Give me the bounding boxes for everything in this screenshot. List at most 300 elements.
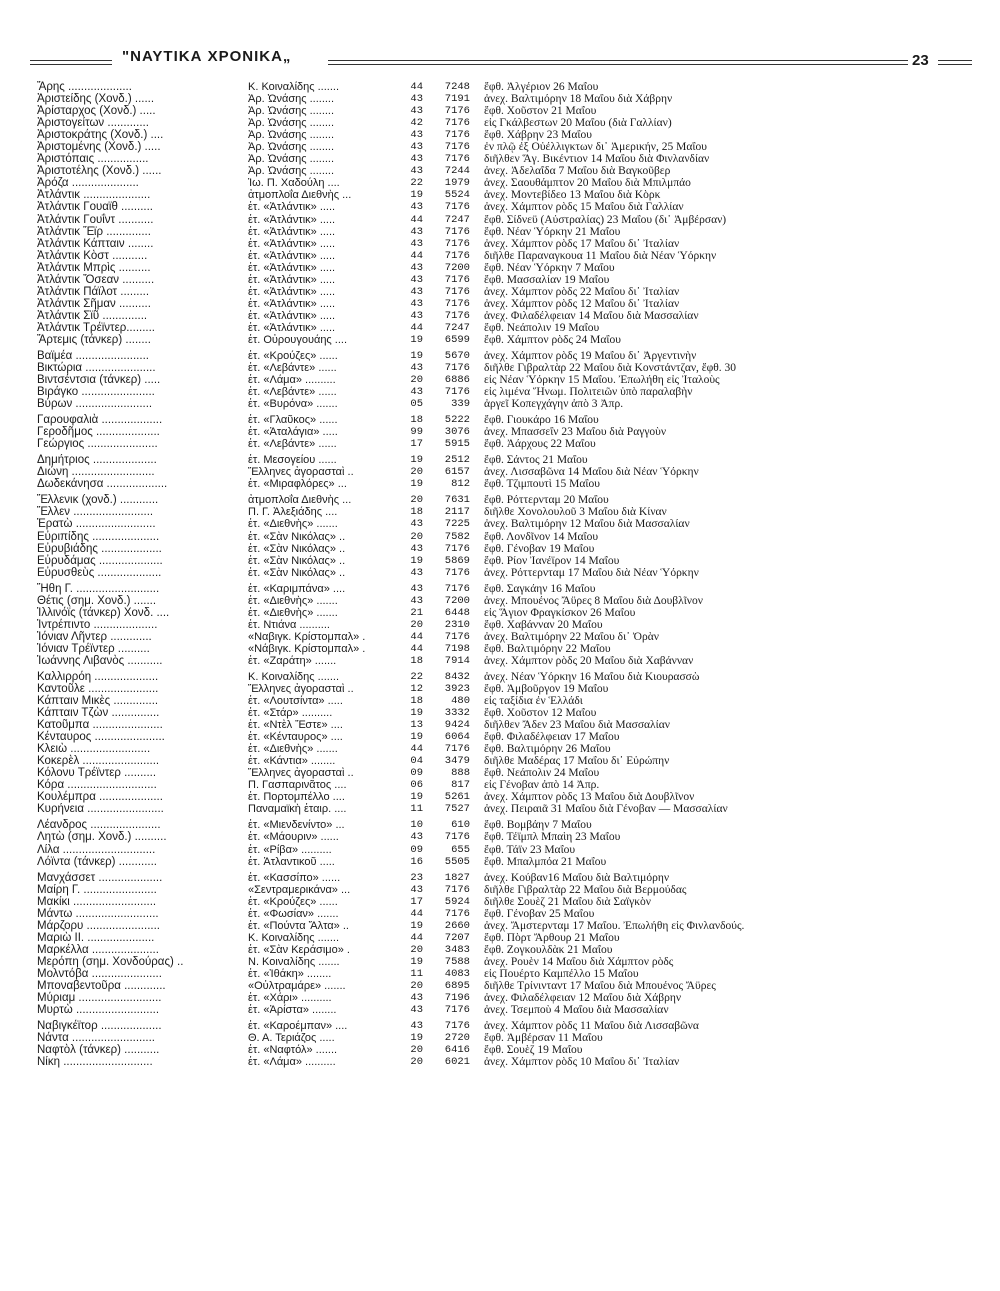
ship-agent: ἑτ. «Λάμα» ..........: [248, 1056, 336, 1069]
ship-name: Ἀτλάντικ Κάπταιν ........: [37, 237, 154, 250]
ship-agent: ἑτ. «Ἀτλάντικ» .....: [248, 273, 336, 286]
ship-movement: ἔφθ. Πὸρτ Ἄρθουρ 21 Μαΐου: [484, 931, 620, 944]
ship-row: [0, 117, 1000, 129]
header-rule-tail: [938, 60, 972, 65]
ship-name: Ἀτλάντικ Γουΐντ ...........: [37, 213, 154, 226]
ship-name: Κυρήνεια ........................: [37, 803, 164, 816]
ship-code: 20: [410, 494, 423, 507]
ship-agent: Ἀρ. Ὠνάσης ........: [248, 105, 335, 118]
ship-row: [0, 631, 1000, 643]
ship-tonnage: 5670: [444, 349, 470, 362]
ship-code: 04: [410, 755, 423, 768]
ship-agent: Ἀρ. Ὠνάσης ........: [248, 117, 335, 130]
ship-name: Ἀριστοκράτης (Χονδ.) ....: [37, 129, 164, 142]
ship-name: Ναβιγκέϊτορ ...................: [37, 1020, 162, 1033]
ship-code: 20: [410, 618, 423, 631]
ship-movement: ἔφθ. Νέαν Ὑόρκην 21 Μαΐου: [484, 225, 621, 238]
ship-row: [0, 944, 1000, 956]
ship-agent: Παναμαϊκὴ ἑταιρ. ....: [248, 803, 347, 816]
ship-agent: Ἕλληνες ἀγορασταὶ ..: [248, 466, 354, 479]
ship-agent: ἑτ. Οὐρουγουάης ....: [248, 333, 348, 346]
ship-agent: ἑτ. «Διεθνὴς» .......: [248, 594, 338, 607]
ship-name: Ἐρατὼ .........................: [37, 518, 156, 531]
ship-row: [0, 595, 1000, 607]
ship-code: 17: [410, 438, 423, 451]
ship-agent: ἑτ. Μεσογείου ......: [248, 454, 337, 467]
ship-row: [0, 932, 1000, 944]
ship-code: 43: [410, 165, 423, 178]
ship-row: [0, 920, 1000, 932]
ship-code: 43: [410, 297, 423, 310]
ship-tonnage: 7176: [444, 129, 470, 142]
ship-movement: ἔφθ. Ἀμβέρσαν 11 Μαΐου: [484, 1032, 603, 1045]
ship-movement: ἔφθ. Νεάπολιν 19 Μαΐου: [484, 321, 600, 334]
ship-agent: ἑτ. «Λάμα» ..........: [248, 374, 336, 387]
ship-name: Μύριαμ ..........................: [37, 992, 162, 1005]
ship-code: 43: [410, 594, 423, 607]
ship-row: [0, 478, 1000, 494]
ship-tonnage: 7176: [444, 831, 470, 844]
ship-tonnage: 7244: [444, 165, 470, 178]
ship-row: [0, 779, 1000, 791]
ship-name: Λόϊντα (τάνκερ) ............: [37, 855, 157, 868]
ship-name: Ἄρης ....................: [37, 81, 132, 93]
ship-movement: ἔφθ. Χοῦστον 12 Μαΐου: [484, 707, 597, 720]
ship-code: 43: [410, 261, 423, 274]
ship-tonnage: 2660: [444, 919, 470, 932]
ship-agent: ἑτ. «Διεθνὴς» .......: [248, 743, 338, 756]
ship-tonnage: 7176: [444, 117, 470, 130]
ship-agent: Κ. Κοιναλίδης .......: [248, 670, 340, 683]
ship-code: 43: [410, 566, 423, 579]
ship-tonnage: 7198: [444, 642, 470, 655]
ship-agent: Ἀρ. Ὠνάσης ........: [248, 165, 335, 178]
ship-code: 43: [410, 105, 423, 118]
ship-row: [0, 362, 1000, 374]
ship-agent: ἑτ. «Ντὲλ Ἔστε» ....: [248, 719, 343, 732]
ship-code: 44: [410, 249, 423, 262]
ship-agent: ἑτ. «Γλαῦκος» ......: [248, 414, 338, 427]
ship-agent: ἑτ. «Βυρόνα» .......: [248, 398, 338, 411]
ship-tonnage: 5524: [444, 189, 470, 202]
ship-agent: ἑτ. «Ἀταλάγια» .....: [248, 426, 338, 439]
ship-tonnage: 7176: [444, 630, 470, 643]
ship-tonnage: 1827: [444, 871, 470, 884]
ship-movement: ἔφθ. Γένοβαν 25 Μαΐου: [484, 907, 595, 920]
ship-row: [0, 274, 1000, 286]
ship-name: Γαρουφαλιὰ ...................: [37, 414, 163, 427]
ship-movement: ἀνεχ. Χάμπτον ρὸδς 13 Μαΐου διὰ Δουβλῖνον: [484, 791, 695, 804]
ship-row: [0, 310, 1000, 322]
ship-movement: ἀργεῖ Κοπεγχάγην ἀπὸ 3 Ἀπρ.: [484, 398, 624, 411]
ship-tonnage: 7176: [444, 309, 470, 322]
ship-agent: ἑτ. «Σὰν Νικόλας» ..: [248, 566, 346, 579]
ship-agent: ἑτ. «Λεβάντε» ......: [248, 386, 337, 399]
ship-row: [0, 856, 1000, 872]
ship-name: Ἀτλάντικ Ἕϊρ ..............: [37, 225, 151, 238]
ship-movement: διῆλθε Γιβραλτὰρ 22 Μαΐου διὰ Βερμούδας: [484, 883, 687, 896]
ship-row: [0, 695, 1000, 707]
ship-name: Ἀριστοτέλης (Χονδ.) ......: [37, 165, 162, 178]
ship-movement: ἔφθ. Χοῦστον 21 Μαΐου: [484, 105, 597, 118]
ship-tonnage: 7527: [444, 803, 470, 816]
ship-tonnage: 7176: [444, 362, 470, 375]
ship-movement: ἀνεχ. Λισσαβῶνα 14 Μαΐου διὰ Νέαν Ὑόρκην: [484, 466, 699, 479]
ship-tonnage: 7914: [444, 654, 470, 667]
ship-row: [0, 908, 1000, 920]
ship-code: 43: [410, 582, 423, 595]
ship-agent: ἑτ. «Ἀτλάντικ» .....: [248, 213, 336, 226]
ship-row: [0, 543, 1000, 555]
ship-agent: ἑτ. «Ἀρίστα» ........: [248, 1004, 337, 1017]
ship-row: [0, 226, 1000, 238]
ship-agent: ἑτ. «Ἀτλάντικ» .....: [248, 225, 336, 238]
ship-code: 43: [410, 1004, 423, 1017]
ship-tonnage: 3332: [444, 707, 470, 720]
ship-movement: ἀνεχ. Φιλαδέλφειαν 14 Μαΐου διὰ Μασσαλίαν: [484, 309, 699, 322]
ship-tonnage: 7196: [444, 992, 470, 1005]
ship-tonnage: 6886: [444, 374, 470, 387]
ship-agent: ἑτ. «Ρίβα» ..........: [248, 843, 332, 856]
ship-movement: ἀνεχ. Τσεμποὺ 4 Μαΐου διὰ Μασσαλίαν: [484, 1004, 669, 1017]
ship-name: Βαϊμέα .......................: [37, 349, 149, 362]
ship-name: Ἀτλάντικ Σϊῦ ..............: [37, 309, 148, 322]
ship-agent: «Οὐλτραμάρε» .......: [248, 980, 346, 992]
ship-movements-list: [0, 81, 1000, 1068]
ship-movement: ἀνεχ. Χάμπτον ρὸδς 22 Μαΐου δι᾽ Ἰταλίαν: [484, 285, 680, 298]
ship-agent: ἑτ. «Διεθνὴς» .......: [248, 606, 338, 619]
ship-agent: Ἀρ. Ὠνάσης ........: [248, 129, 335, 142]
ship-name: Κάπταιν Τζὼν ...............: [37, 707, 160, 720]
ship-code: 19: [410, 554, 423, 567]
ship-tonnage: 7176: [444, 743, 470, 756]
ship-tonnage: 7176: [444, 566, 470, 579]
ship-code: 43: [410, 237, 423, 250]
ship-movement: ἀνεχ. Μοντεβίδεο 13 Μαΐου διὰ Κὸρκ: [484, 189, 661, 202]
ship-row: [0, 286, 1000, 298]
ship-movement: ἔφθ. Σάντος 21 Μαΐου: [484, 454, 588, 467]
ship-row: [0, 414, 1000, 426]
ship-movement: διῆλθεν Ἄδεν 23 Μαΐου διὰ Μασσαλίαν: [484, 719, 670, 732]
ship-code: 11: [410, 803, 423, 816]
ship-name: Ἀτλάντικ Πάϊλοτ .........: [37, 285, 150, 298]
ship-code: 44: [410, 321, 423, 334]
ship-code: 19: [410, 349, 423, 362]
ship-tonnage: 7247: [444, 321, 470, 334]
ship-agent: ἑτ. «Διεθνὴς» .......: [248, 518, 338, 531]
header-rule-left: [30, 60, 112, 65]
ship-tonnage: 2720: [444, 1032, 470, 1045]
ship-row: [0, 707, 1000, 719]
ship-agent: «Ναβιγκ. Κρίστομπαλ» .: [248, 630, 366, 643]
ship-agent: ἑτ. «Μιραφλόρες» ...: [248, 478, 347, 491]
ship-name: Μποναβεντοῦρα .............: [37, 980, 166, 992]
ship-movement: ἀνεχ. Χάμπτον ρὸδς 11 Μαΐου διὰ Λισσαβῶνα: [484, 1020, 699, 1033]
ship-movement: ἀνεχ. Μπασσεΐν 23 Μαΐου διὰ Ραγγοὺν: [484, 426, 667, 439]
ship-movement: ἀνεχ. Χάμπτον ρὸδς 19 Μαΐου δι᾽ Ἀργεντινὴν: [484, 349, 697, 362]
ship-row: [0, 141, 1000, 153]
ship-movement: ἔφθ. Ρίον Ἰανέϊρον 14 Μαΐου: [484, 554, 620, 567]
ship-code: 43: [410, 129, 423, 142]
ship-code: 19: [410, 454, 423, 467]
ship-name: Νίκη ............................: [37, 1056, 153, 1069]
page-header: [30, 48, 972, 72]
ship-movement: εἰς Ἅγιον Φραγκίσκον 26 Μαΐου: [484, 606, 636, 619]
ship-row: [0, 153, 1000, 165]
ship-agent: ἑτ. «Κρούζες» ......: [248, 895, 338, 908]
ship-name: Λητὼ (σημ. Χονδ.) ..........: [37, 831, 167, 844]
ship-row: [0, 872, 1000, 884]
ship-code: 16: [410, 855, 423, 868]
ship-code: 17: [410, 895, 423, 908]
ship-name: Εὐρυδάμας ....................: [37, 554, 163, 567]
ship-agent: Θ. Α. Τεριάζος .....: [248, 1032, 335, 1045]
ship-movement: ἀνεχ. Ρουὲν 14 Μαΐου διὰ Χάμπτον ρὸδς: [484, 955, 674, 968]
ship-name: Εὐρυβιάδης ...................: [37, 542, 162, 555]
ship-tonnage: 7176: [444, 273, 470, 286]
ship-row: [0, 494, 1000, 506]
ship-code: 43: [410, 831, 423, 844]
ship-movement: ἔφθ. Ἀάρχους 22 Μαΐου: [484, 438, 596, 451]
ship-code: 44: [410, 931, 423, 944]
ship-movement: ἔφθ. Ἀμβοῦργον 19 Μαΐου: [484, 682, 609, 695]
ship-row: [0, 555, 1000, 567]
ship-agent: «Νάβιγκ. Κρίστομπαλ» .: [248, 642, 366, 655]
ship-code: 43: [410, 93, 423, 106]
ship-tonnage: 2512: [444, 454, 470, 467]
ship-code: 19: [410, 791, 423, 804]
ship-name: Κλειὼ .........................: [37, 743, 151, 756]
ship-row: [0, 298, 1000, 310]
ship-agent: «Σεντραμερικάνα» ...: [248, 883, 351, 896]
ship-tonnage: 7176: [444, 883, 470, 896]
ship-movement: ἀνεχ. Πειραιᾶ 31 Μαΐου διὰ Γένοβαν — Μασσαλίαν: [484, 803, 728, 816]
ship-row: [0, 655, 1000, 671]
ship-movement: ἀνεχ. Χάμπτον ρὸδς 15 Μαΐου διὰ Γαλλίαν: [484, 201, 684, 214]
ship-row: [0, 238, 1000, 250]
ship-row: [0, 831, 1000, 843]
ship-code: 19: [410, 955, 423, 968]
ship-name: Ἰντρέπιντο ....................: [37, 618, 158, 631]
ship-tonnage: 480: [451, 695, 470, 708]
ship-code: 23: [410, 871, 423, 884]
ship-agent: ἑτ. «Ζαράτη» .......: [248, 654, 337, 667]
ship-agent: ἑτ. «Σὰν Νικόλας» ..: [248, 554, 346, 567]
ship-code: 43: [410, 273, 423, 286]
ship-agent: Κ. Κοιναλίδης .......: [248, 931, 340, 944]
ship-code: 43: [410, 992, 423, 1005]
ship-row: [0, 386, 1000, 398]
ship-tonnage: 7191: [444, 93, 470, 106]
ship-agent: ἑτ. «Λουτσίντα» .....: [248, 695, 343, 708]
ship-tonnage: 7631: [444, 494, 470, 507]
ship-row: [0, 374, 1000, 386]
ship-movement: ἀνεχ. Κούβαν16 Μαΐου διὰ Βαλτιμόρην: [484, 871, 670, 884]
ship-tonnage: 8432: [444, 670, 470, 683]
ship-agent: ἑτ. «Ἀτλάντικ» .....: [248, 309, 336, 322]
ship-code: 18: [410, 506, 423, 519]
publication-title: "ΝΑΥΤΙΚΑ ΧΡΟΝΙΚΑ„: [122, 48, 292, 65]
ship-movement: εἰς Πουέρτο Καμπέλλο 15 Μαΐου: [484, 967, 639, 980]
ship-name: Λέανδρος ......................: [37, 819, 161, 832]
ship-tonnage: 339: [451, 398, 470, 411]
ship-tonnage: 3479: [444, 755, 470, 768]
ship-tonnage: 7176: [444, 907, 470, 920]
ship-tonnage: 2310: [444, 618, 470, 631]
ship-name: Ἀτλάντικ Τρέϊντερ.........: [37, 321, 155, 334]
ship-movement: διῆλθε Χονολουλοῦ 3 Μαΐου διὰ Κίναν: [484, 506, 667, 519]
ship-name: Κόλονυ Τρέϊντερ ..........: [37, 767, 157, 780]
ship-agent: ἑτ. «Καριμπάνα» ....: [248, 582, 346, 595]
ship-name: Μάρζορυ .......................: [37, 919, 160, 932]
ship-agent: Π. Γ. Ἀλεξιάδης ....: [248, 506, 338, 519]
ship-tonnage: 6021: [444, 1056, 470, 1069]
ship-tonnage: 4083: [444, 967, 470, 980]
ship-name: Ἰόνιαν Τρέϊντερ ..........: [37, 642, 150, 655]
ship-name: Μάντω ..........................: [37, 907, 159, 920]
ship-tonnage: 7176: [444, 105, 470, 118]
ship-name: Ἀριστομένης (Χονδ.) .....: [37, 141, 161, 154]
ship-code: 20: [410, 1056, 423, 1069]
ship-code: 44: [410, 630, 423, 643]
ship-code: 10: [410, 819, 423, 832]
ship-name: Κουλέμπρα ....................: [37, 791, 163, 804]
ship-code: 20: [410, 1044, 423, 1057]
ship-tonnage: 7200: [444, 261, 470, 274]
ship-row: [0, 201, 1000, 213]
ship-movement: ἀνεχ. Βαλτιμόρην 12 Μαΐου διὰ Μασσαλίαν: [484, 518, 690, 531]
ship-movement: ἔφθ. Τάϊν 23 Μαΐου: [484, 843, 576, 856]
ship-code: 20: [410, 980, 423, 992]
ship-agent: Ἕλληνες ἀγορασταὶ ..: [248, 682, 354, 695]
header-rule-right: [328, 60, 908, 65]
ship-tonnage: 7176: [444, 153, 470, 166]
ship-tonnage: 7176: [444, 1004, 470, 1017]
ship-tonnage: 7176: [444, 297, 470, 310]
ship-code: 19: [410, 919, 423, 932]
ship-tonnage: 888: [451, 767, 470, 780]
ship-tonnage: 5222: [444, 414, 470, 427]
ship-name: Ναφτὸλ (τάνκερ) ...........: [37, 1044, 160, 1057]
ship-tonnage: 3483: [444, 943, 470, 956]
ship-code: 19: [410, 731, 423, 744]
ship-row: [0, 189, 1000, 201]
ship-code: 44: [410, 81, 423, 93]
ship-movement: διῆλθε Γιβραλτὰρ 22 Μαΐου διὰ Κονστάντζαν, ἔφθ. 30: [484, 362, 737, 375]
ship-name: Λίλα .............................: [37, 843, 156, 856]
ship-tonnage: 7247: [444, 213, 470, 226]
ship-row: [0, 844, 1000, 856]
ship-movement: ἔφθ. Μπαλμπόα 21 Μαΐου: [484, 855, 607, 868]
ship-tonnage: 3923: [444, 682, 470, 695]
ship-movement: ἀνεχ. Νέαν Ὑόρκην 16 Μαΐου διὰ Κιουρασσὼ: [484, 670, 700, 683]
ship-agent: Ἀρ. Ὠνάσης ........: [248, 93, 335, 106]
ship-agent: ἑτ. «Λεβάντε» ......: [248, 362, 337, 375]
ship-code: 43: [410, 883, 423, 896]
ship-name: Ἰλλινόϊς (τάνκερ) Χονδ. ....: [37, 606, 170, 619]
ship-movement: ἔφθ. Σαγκάην 16 Μαΐου: [484, 582, 596, 595]
ship-name: Κάπταιν Μικὲς ..............: [37, 695, 159, 708]
ship-code: 99: [410, 426, 423, 439]
ship-row: [0, 1044, 1000, 1056]
ship-code: 43: [410, 1020, 423, 1033]
ship-name: Ἕλλεν .........................: [37, 506, 154, 519]
ship-code: 43: [410, 225, 423, 238]
ship-movement: εἰς Γκάλβεστων 20 Μαΐου (διὰ Γαλλίαν): [484, 117, 672, 130]
ship-agent: ἑτ. «Χάρι» ..........: [248, 992, 332, 1005]
ship-name: Ἥθη Γ. ..........................: [37, 582, 160, 595]
ship-movement: ἀνεχ. Ἀδελαΐδα 7 Μαΐου διὰ Βαγκοῦβερ: [484, 165, 671, 178]
ship-agent: ἑτ. «Ἀτλάντικ» .....: [248, 201, 336, 214]
ship-row: [0, 1004, 1000, 1020]
ship-agent: Ἀρ. Ὠνάσης ........: [248, 141, 335, 154]
ship-row: [0, 619, 1000, 631]
ship-code: 44: [410, 907, 423, 920]
ship-code: 43: [410, 285, 423, 298]
ship-tonnage: 5915: [444, 438, 470, 451]
ship-name: Καντοῦλε ......................: [37, 682, 159, 695]
ship-movement: ἔφθ. Νεάπολιν 24 Μαΐου: [484, 767, 600, 780]
ship-tonnage: 6416: [444, 1044, 470, 1057]
ship-agent: ἑτ. «Σὰν Κεράσιμο» .: [248, 943, 350, 956]
ship-tonnage: 7588: [444, 955, 470, 968]
ship-code: 06: [410, 779, 423, 792]
ship-movement: εἰς Γένοβαν ἀπὸ 14 Ἀπρ.: [484, 779, 600, 792]
ship-movement: ἔφθ. Μασσαλίαν 19 Μαΐου: [484, 273, 610, 286]
ship-name: Γεώργιος ......................: [37, 438, 158, 451]
ship-movement: ἔφθ. Λονδῖνον 14 Μαΐου: [484, 530, 599, 543]
ship-agent: ἀτμοπλοΐα Διεθνὴς ...: [248, 189, 352, 202]
ship-row: [0, 426, 1000, 438]
ship-tonnage: 6599: [444, 333, 470, 346]
ship-agent: ἑτ. «Λεβάντε» ......: [248, 438, 337, 451]
ship-movement: ἔφθ. Βαλτιμόρην 22 Μαΐου: [484, 642, 611, 655]
ship-movement: ἔφθ. Φιλαδέλφειαν 17 Μαΐου: [484, 731, 620, 744]
ship-movement: ἔφθ. Τέϊμπλ Μπαὶη 23 Μαΐου: [484, 831, 621, 844]
ship-agent: ἑτ. «Ἀτλάντικ» .....: [248, 285, 336, 298]
ship-code: 44: [410, 743, 423, 756]
ship-agent: Ἀρ. Ὠνάσης ........: [248, 153, 335, 166]
ship-tonnage: 7176: [444, 249, 470, 262]
ship-agent: Ἕλληνες ἀγορασταὶ ..: [248, 767, 354, 780]
ship-tonnage: 7176: [444, 1020, 470, 1033]
ship-movement: ἔφθ. Γένοβαν 19 Μαΐου: [484, 542, 595, 555]
ship-row: [0, 980, 1000, 992]
ship-code: 43: [410, 386, 423, 399]
ship-agent: ἑτ. Ντιάνα ..........: [248, 618, 330, 631]
ship-tonnage: 7176: [444, 225, 470, 238]
ship-row: [0, 129, 1000, 141]
ship-code: 13: [410, 719, 423, 732]
ship-code: 05: [410, 398, 423, 411]
ship-name: Διώνη ..........................: [37, 466, 155, 479]
ship-agent: ἑτ. Ἀτλαντικοῦ .....: [248, 855, 335, 868]
ship-name: Ἀτλάντικ Κὸστ ...........: [37, 249, 148, 262]
ship-movement: εἰς λιμένα Ἥνωμ. Πολιτειῶν ὑπὸ παραλαβὴν: [484, 386, 693, 399]
ship-name: Εὐρυσθεὺς ....................: [37, 566, 162, 579]
ship-tonnage: 7176: [444, 582, 470, 595]
ship-row: [0, 531, 1000, 543]
ship-movement: ἔφθ. Σουὲζ 19 Μαΐου: [484, 1044, 583, 1057]
ship-code: 20: [410, 374, 423, 387]
ship-row: [0, 992, 1000, 1004]
ship-row: [0, 743, 1000, 755]
ship-agent: ἑτ. «Σὰν Νικόλας» ..: [248, 530, 346, 543]
ship-agent: ἑτ. «Κασσίπο» ......: [248, 871, 341, 884]
ship-code: 18: [410, 654, 423, 667]
ship-agent: ἑτ. «Κρούζες» ......: [248, 349, 338, 362]
ship-name: Νάντα ..........................: [37, 1032, 155, 1045]
